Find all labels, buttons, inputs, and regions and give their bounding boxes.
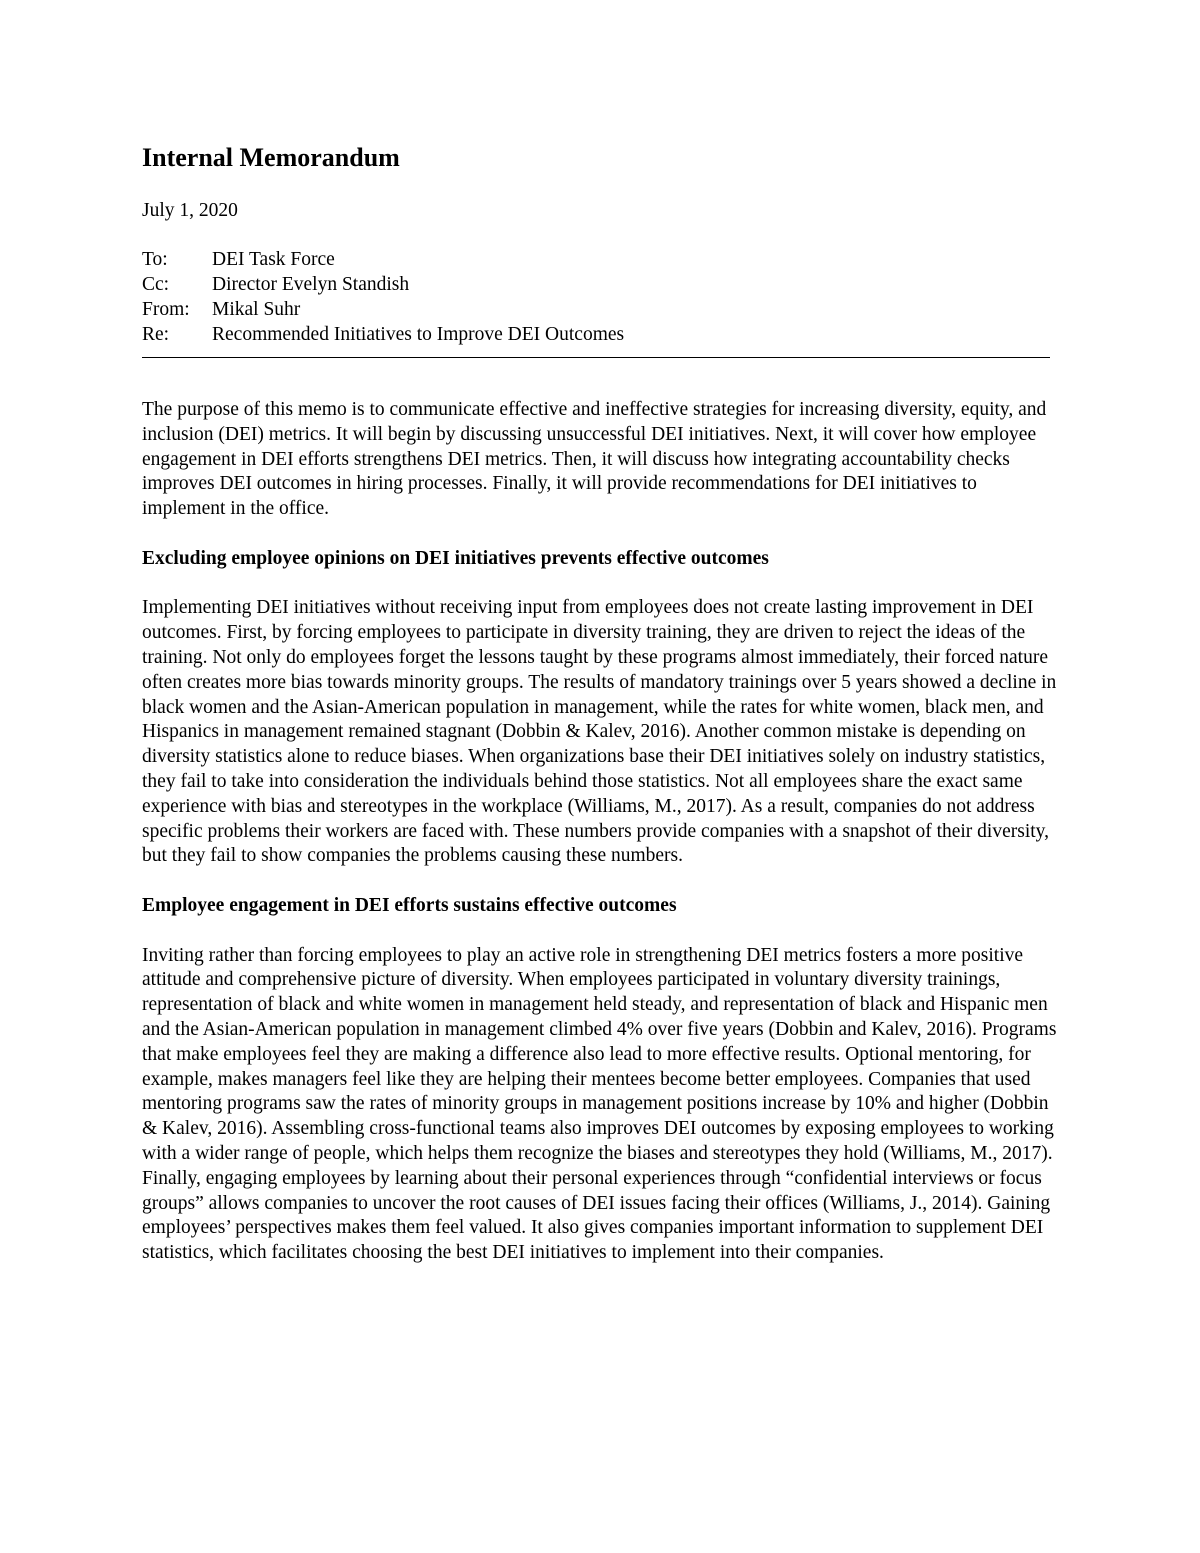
section-paragraph-employee-engagement: Inviting rather than forcing employees to play an active role in strengthening DEI metrics fosters a more positive attitude and comprehensive picture of diversity. When employees participated in voluntary diversity trainings, representation of black and white women in management held steady, and representation of black and Hispanic men and the Asian-American population in management climbed 4% over five years (Dobbin and Kalev, 2016). Programs that make employees feel they are making a difference also lead to more effective results. Optional mentoring, for example, makes managers feel like they are helping their mentees become better employees. Companies that used mentoring programs saw the rates of minority groups in management positions increase by 10% and higher (Dobbin & Kalev, 2016). Assembling cross-functional teams also improves DEI outcomes by exposing employees to working with a wider range of people, which helps them recognize the biases and stereotypes they hold (Williams, M., 2017). Finally, engaging employees by learning about their personal experiences through “confidential interviews or focus groups” allows companies to uncover the root causes of DEI issues facing their offices (Williams, J., 2014). Gaining employees’ perspectives makes them feel valued. It also gives companies important information to supplement DEI statistics, which facilitates choosing the best DEI initiatives to implement into their companies. [142,944,1057,1264]
header-row-cc [142,272,1058,297]
header-value-from: Mikal Suhr [212,299,301,320]
header-row-to [142,247,1058,272]
section-heading-employee-engagement: Employee engagement in DEI efforts sustains effective outcomes [142,894,677,916]
header-label-cc: Cc: [142,274,170,295]
section-heading-excluding-opinions: Excluding employee opinions on DEI initiatives prevents effective outcomes [142,547,769,569]
header-label-re: Re: [142,324,170,345]
header-row-re [142,322,1058,347]
header-label-from: From: [142,299,190,320]
header-label-to: To: [142,249,168,270]
header-value-re: Recommended Initiatives to Improve DEI Outcomes [212,324,625,345]
section-paragraph-excluding-opinions: Implementing DEI initiatives without receiving input from employees does not create lasting improvement in DEI outcomes. First, by forcing employees to participate in diversity training, they are driven to reject the ideas of the training. Not only do employees forget the lessons taught by these programs almost immediately, their forced nature often creates more bias towards minority groups. The results of mandatory trainings over 5 years showed a decline in black women and the Asian-American population in management, while the rates for white women, black men, and Hispanics in management remained stagnant (Dobbin & Kalev, 2016). Another common mistake is depending on diversity statistics alone to reduce biases. When organizations base their DEI initiatives solely on industry statistics, they fail to take into consideration the individuals behind those statistics. Not all employees share the exact same experience with bias and stereotypes in the workplace (Williams, M., 2017). As a result, companies do not address specific problems their workers are faced with. These numbers provide companies with a snapshot of their diversity, but they fail to show companies the problems causing these numbers. [142,597,1057,867]
memo-title: Internal Memorandum [142,143,400,172]
intro-paragraph: The purpose of this memo is to communicate effective and ineffective strategies for increasing diversity, equity, and inclusion (DEI) metrics. It will begin by discussing unsuccessful DEI initiatives. Next, it will cover how employee engagement in DEI efforts strengthens DEI metrics. Then, it will discuss how integrating accountability checks improves DEI outcomes in hiring processes. Finally, it will provide recommendations for DEI initiatives to implement in the office. [142,399,1047,520]
header-value-to: DEI Task Force [212,249,335,270]
header-value-cc: Director Evelyn Standish [212,274,410,295]
memo-date: July 1, 2020 [142,200,238,221]
header-row-from [142,297,1058,322]
header-divider [142,357,1050,358]
memo-body [142,398,1058,1266]
memo-header [142,247,1058,347]
